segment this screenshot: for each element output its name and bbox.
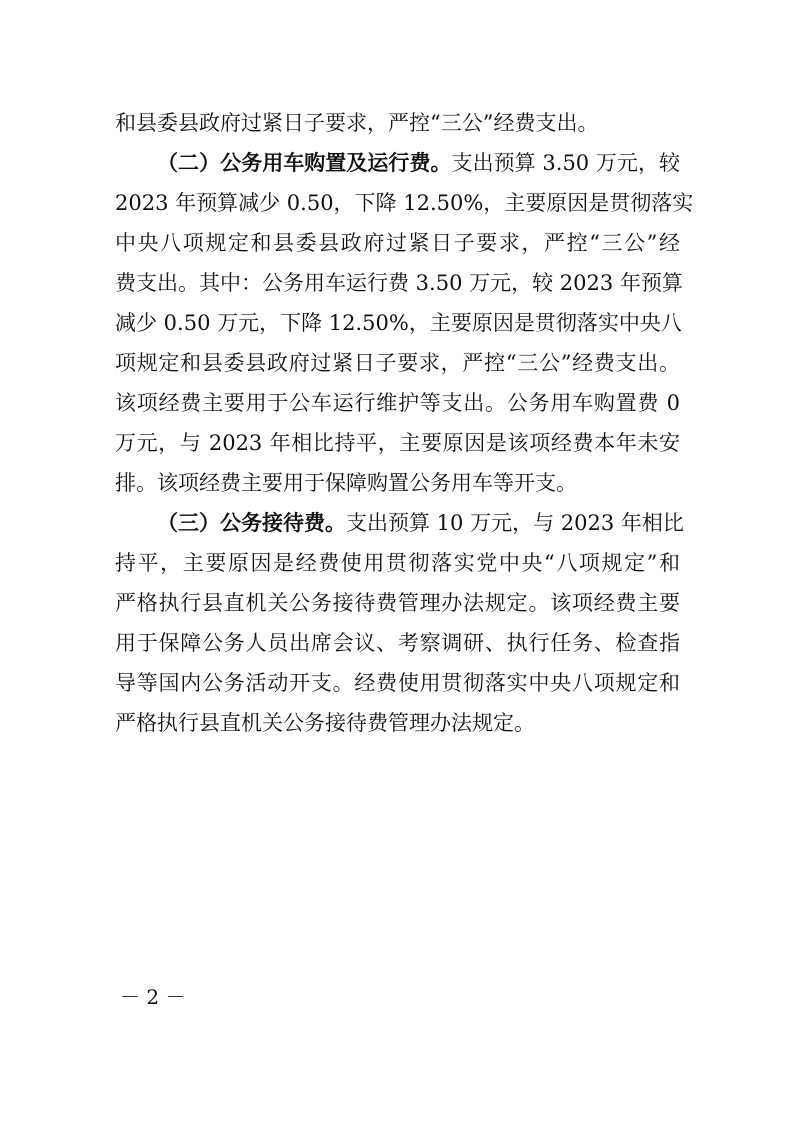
line-text: 严格执行县直机关公务接待费管理办法规定。该项经费主要 (115, 591, 680, 615)
line-text: 持平，主要原因是经费使用贯彻落实党中央“八项规定”和 (115, 551, 680, 575)
paragraph-line (115, 623, 680, 663)
paragraph-line (115, 103, 680, 143)
paragraph-line (115, 263, 683, 303)
paragraph-line (115, 543, 680, 583)
line-text: 排。该项经费主要用于保障购置公务用车等开支。 (115, 471, 577, 495)
line-text: 减少 0.50 万元，下降 12.50%，主要原因是贯彻落实中央八 (115, 311, 682, 335)
line-text: 用于保障公务人员出席会议、考察调研、执行任务、检查指 (115, 631, 680, 655)
line-text: 和县委县政府过紧日子要求，严控“三公”经费支出。 (115, 111, 599, 135)
paragraph-line (115, 423, 680, 463)
line-text: 费支出。其中：公务用车运行费 3.50 万元，较 2023 年预算 (115, 271, 683, 295)
paragraph-line (115, 343, 680, 383)
line-text: 导等国内公务活动开支。经费使用贯彻落实中央八项规定和 (115, 671, 680, 695)
page-number: － 2 － (120, 985, 186, 1009)
line-text: 支出预算 3.50 万元，较 (451, 151, 681, 175)
paragraph-line (115, 183, 694, 223)
line-text: 严格执行县直机关公务接待费管理办法规定。 (115, 711, 535, 735)
line-text: 支出预算 10 万元，与 2023 年相比 (346, 511, 684, 535)
paragraph-line (115, 383, 680, 423)
paragraph-line (115, 703, 680, 743)
paragraph-line (115, 583, 680, 623)
paragraph-line (115, 663, 680, 703)
line-text: 项规定和县委县政府过紧日子要求，严控“三公”经费支出。 (115, 351, 680, 375)
paragraph-line (115, 303, 680, 343)
line-text: 万元，与 2023 年相比持平，主要原因是该项经费本年未安 (115, 431, 680, 455)
paragraph-line (157, 503, 684, 543)
paragraph-line (157, 143, 680, 183)
line-text: 该项经费主要用于公车运行维护等支出。公务用车购置费 0 (115, 391, 680, 415)
line-text: 2023 年预算减少 0.50，下降 12.50%，主要原因是贯彻落实 (115, 191, 694, 215)
section-heading-vehicle: （二）公务用车购置及运行费。 (157, 150, 452, 175)
section-heading-reception: （三）公务接待费。 (157, 510, 346, 535)
paragraph-line (115, 463, 680, 503)
paragraph-line (115, 223, 680, 263)
line-text: 中央八项规定和县委县政府过紧日子要求，严控“三公”经 (115, 231, 680, 255)
